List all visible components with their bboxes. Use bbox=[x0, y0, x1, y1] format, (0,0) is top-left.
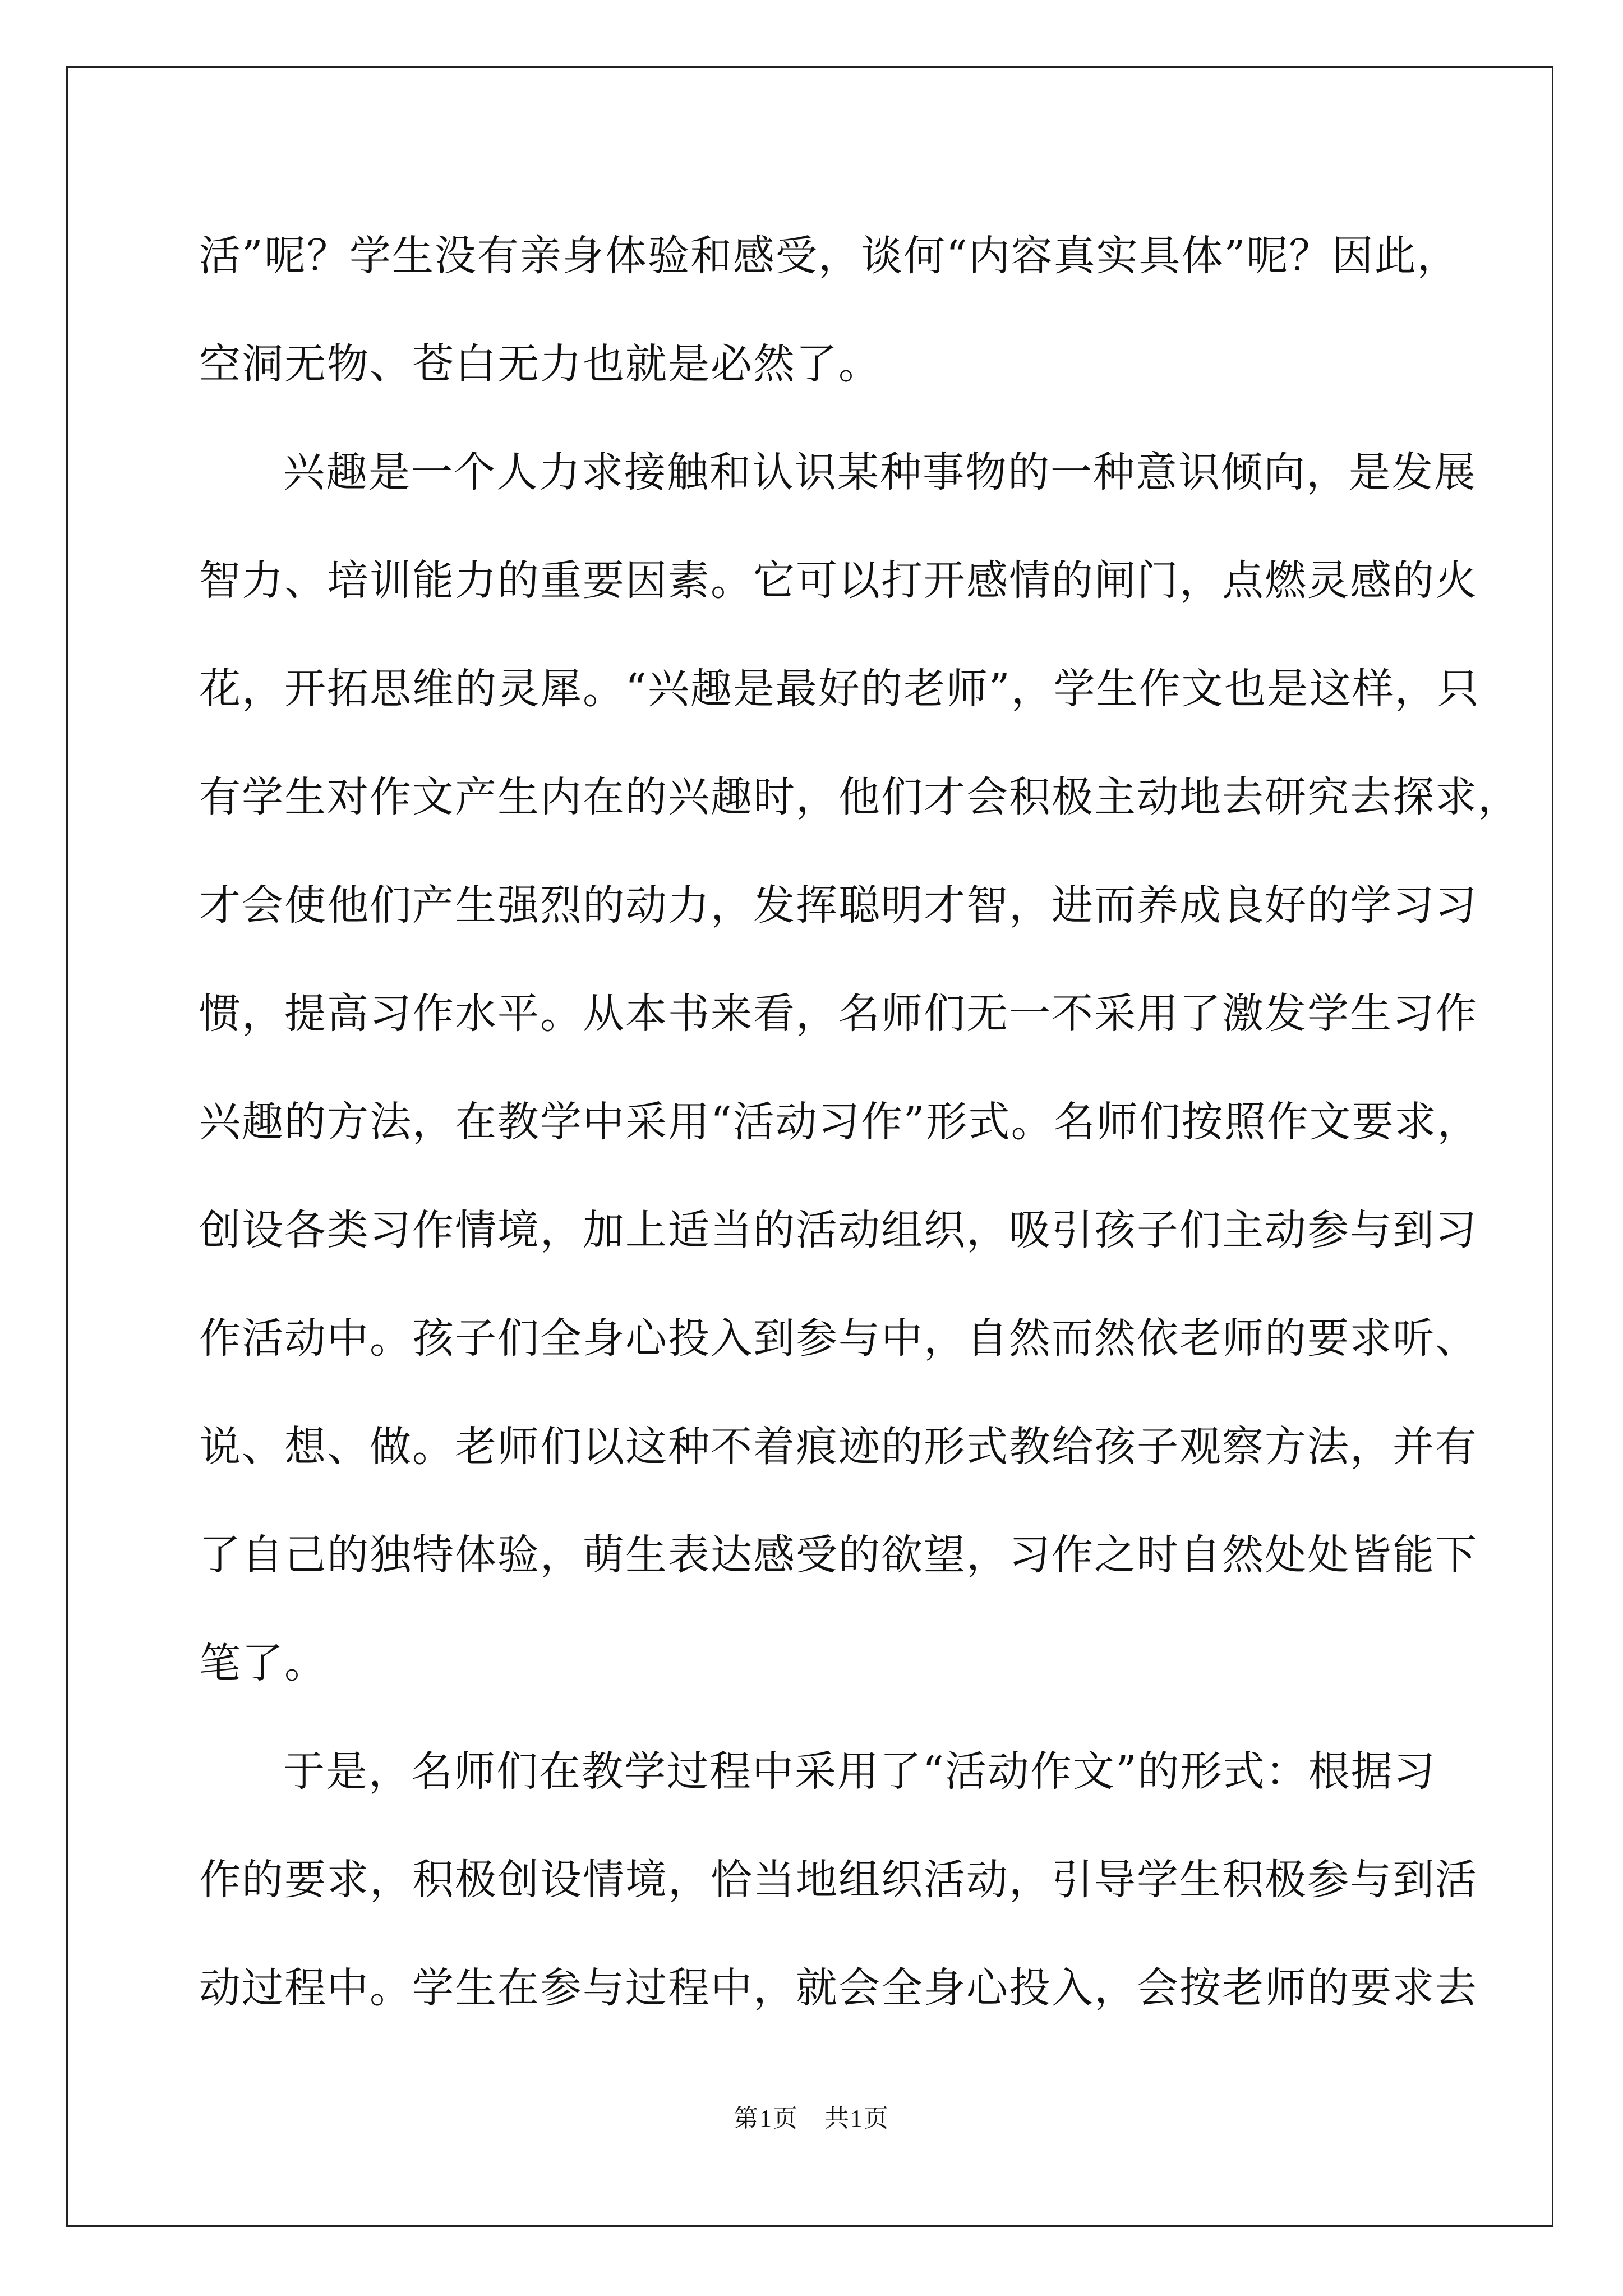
text-line: 有学生对作文产生内在的兴趣时，他们才会积极主动地去研究去探求， bbox=[199, 773, 1520, 821]
text-line: 作的要求，积极创设情境，恰当地组织活动，引导学生积极参与到活 bbox=[199, 1856, 1478, 1904]
text-line: 说、想、做。老师们以这种不着痕迹的形式教给孩子观察方法，并有 bbox=[199, 1423, 1478, 1471]
text-line: 才会使他们产生强烈的动力，发挥聪明才智，进而养成良好的学习习 bbox=[199, 881, 1478, 930]
text-line: 作活动中。孩子们全身心投入到参与中，自然而然依老师的要求听、 bbox=[199, 1314, 1478, 1363]
document-body bbox=[199, 202, 1520, 2042]
text-line: 创设各类习作情境，加上适当的活动组织，吸引孩子们主动参与到习 bbox=[199, 1206, 1478, 1254]
paragraph-start: 兴趣是一个人力求接触和认识某种事物的一种意识倾向，是发展 bbox=[283, 448, 1477, 496]
text-line: 活”呢？学生没有亲身体验和感受，谈何“内容真实具体”呢？因此， bbox=[199, 232, 1460, 280]
page-number: 第1页 共1页 bbox=[734, 2105, 889, 2132]
text-line: 智力、培训能力的重要因素。它可以打开感情的闸门，点燃灵感的火 bbox=[199, 556, 1478, 605]
text-line: 惯，提高习作水平。从本书来看，名师们无一不采用了激发学生习作 bbox=[199, 990, 1478, 1038]
text-line: 动过程中。学生在参与过程中，就会全身心投入，会按老师的要求去 bbox=[199, 1964, 1478, 2012]
paragraph-start: 于是，名师们在教学过程中采用了“活动作文”的形式：根据习 bbox=[283, 1747, 1436, 1796]
text-line: 花，开拓思维的灵犀。“兴趣是最好的老师”，学生作文也是这样，只 bbox=[199, 665, 1480, 713]
text-line: 了自己的独特体验，萌生表达感受的欲望，习作之时自然处处皆能下 bbox=[199, 1531, 1478, 1579]
text-line: 笔了。 bbox=[199, 1639, 327, 1687]
text-line: 兴趣的方法，在教学中采用“活动习作”形式。名师们按照作文要求， bbox=[199, 1098, 1480, 1146]
text-line: 空洞无物、苍白无力也就是必然了。 bbox=[199, 340, 881, 388]
